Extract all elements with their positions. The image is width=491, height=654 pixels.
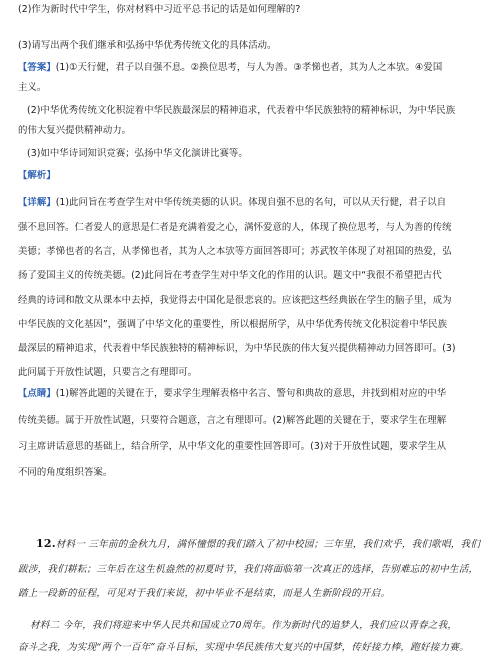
tip-text-1: (1)解答此题的关键在于，要求学生理解表格中名言、警句和典故的意思，并找到相对应的中华 bbox=[55, 388, 447, 399]
material-one-text-2: 跋涉，我们耕耘；三年后在这生机盎然的初夏时节，我们将面临第一次真正的选择，告别难忘的初中生活， bbox=[18, 564, 479, 575]
material-one-line bbox=[36, 538, 481, 551]
answer-tag: 【答案】 bbox=[18, 62, 56, 73]
material-two-text-1: 材料二 今年，我们将迎来中华人民共和国成立70周年。作为新时代的追梦人，我们应以青春之我， bbox=[30, 620, 458, 631]
detail-text-2: 强不息回答。仁者爱人的意思是仁者是充满着爱之心，满怀爱意的人，体现了换位思考，与人为善的传统 bbox=[18, 222, 452, 233]
detail-text-6: 中华民族的文化基因”，强调了中华文化的重要性，所以根据所学，从中华优秀传统文化积淀着中华民族 bbox=[18, 319, 448, 330]
material-one-text-3: 踏上一段新的征程，可见对于我们来说，初中毕业不是结束，而是人生新阶段的开启。 bbox=[18, 588, 391, 599]
material-one-text: 材料一 三年前的金秋九月，满怀憧憬的我们踏入了初中校园；三年里，我们欢乎，我们歌唱，我们 bbox=[55, 539, 481, 550]
material-two-text-2: 奋斗之我，为实现“两个一百年”奋斗目标，实现中华民族伟大复兴的中国梦，传好接力棒，跑好接力赛。 bbox=[18, 642, 469, 653]
tip-text-4: 不同的角度组织答案。 bbox=[18, 467, 113, 478]
answer-text-3: (2)中华优秀传统文化积淀着中华民族最深层的精神追求，代表着中华民族独特的精神标识，为中华民族 bbox=[27, 105, 456, 116]
detail-text-7: 最深层的精神追求，代表着中华民族独特的精神标识，为中华民族的伟大复兴提供精神动力回答即可。(3) bbox=[18, 343, 456, 354]
tip-line bbox=[18, 388, 481, 400]
question-3: (3)请写出两个我们继承和弘扬中华优秀传统文化的具体活动。 bbox=[18, 40, 277, 51]
answer-text-2: 主义。 bbox=[18, 82, 47, 93]
detail-tag: 【详解】 bbox=[18, 197, 56, 208]
analysis-tag: 【解析】 bbox=[18, 170, 56, 181]
answer-text-5: (3)如中华诗词知识竞赛；弘扬中华文化演讲比赛等。 bbox=[27, 148, 248, 159]
question-2: (2)作为新时代中学生，你对材料中习近平总书记的话是如何理解的? bbox=[18, 4, 301, 15]
detail-text-8: 此问属于开放性试题，只要言之有理即可。 bbox=[18, 367, 198, 378]
tip-tag: 【点睛】 bbox=[18, 388, 56, 399]
tip-text-2: 传统美德。属于开放性试题，只要符合题意，言之有理即可。(2)解答此题的关键在于，要求学生在理解 bbox=[18, 415, 447, 426]
detail-text-1: (1)此问旨在考查学生对中华传统美德的认识。体现自强不息的名句，可以从天行健，君子以自 bbox=[55, 197, 447, 208]
tip-text-3: 习主席讲话意思的基础上，结合所学，从中华文化的重要性回答即可。(3)对于开放性试题，要求学生从 bbox=[18, 441, 447, 452]
question-number: 12. bbox=[36, 538, 56, 550]
answer-text-1: (1)①天行健，君子以自强不息。②换位思考，与人为善。③孝悌也者，其为人之本欤。④爱国 bbox=[55, 62, 443, 73]
detail-line bbox=[18, 197, 481, 209]
detail-text-4: 扬了爱国主义的传统美德。(2)此问旨在考查学生对中华文化的作用的认识。题文中“我很不希望把古代 bbox=[18, 270, 442, 281]
answer-line bbox=[18, 62, 481, 74]
detail-text-5: 经典的诗词和散文从课本中去掉，我觉得去中国化是很悲哀的。应该把这些经典嵌在学生的脑子里，成为 bbox=[18, 295, 452, 306]
answer-text-4: 的伟大复兴提供精神动力。 bbox=[18, 125, 132, 136]
detail-text-3: 美德；孝悌也者的名言，从孝悌也者，其为人之本欤等方面回答即可；苏武牧羊体现了对祖国的热爱，弘 bbox=[18, 246, 452, 257]
